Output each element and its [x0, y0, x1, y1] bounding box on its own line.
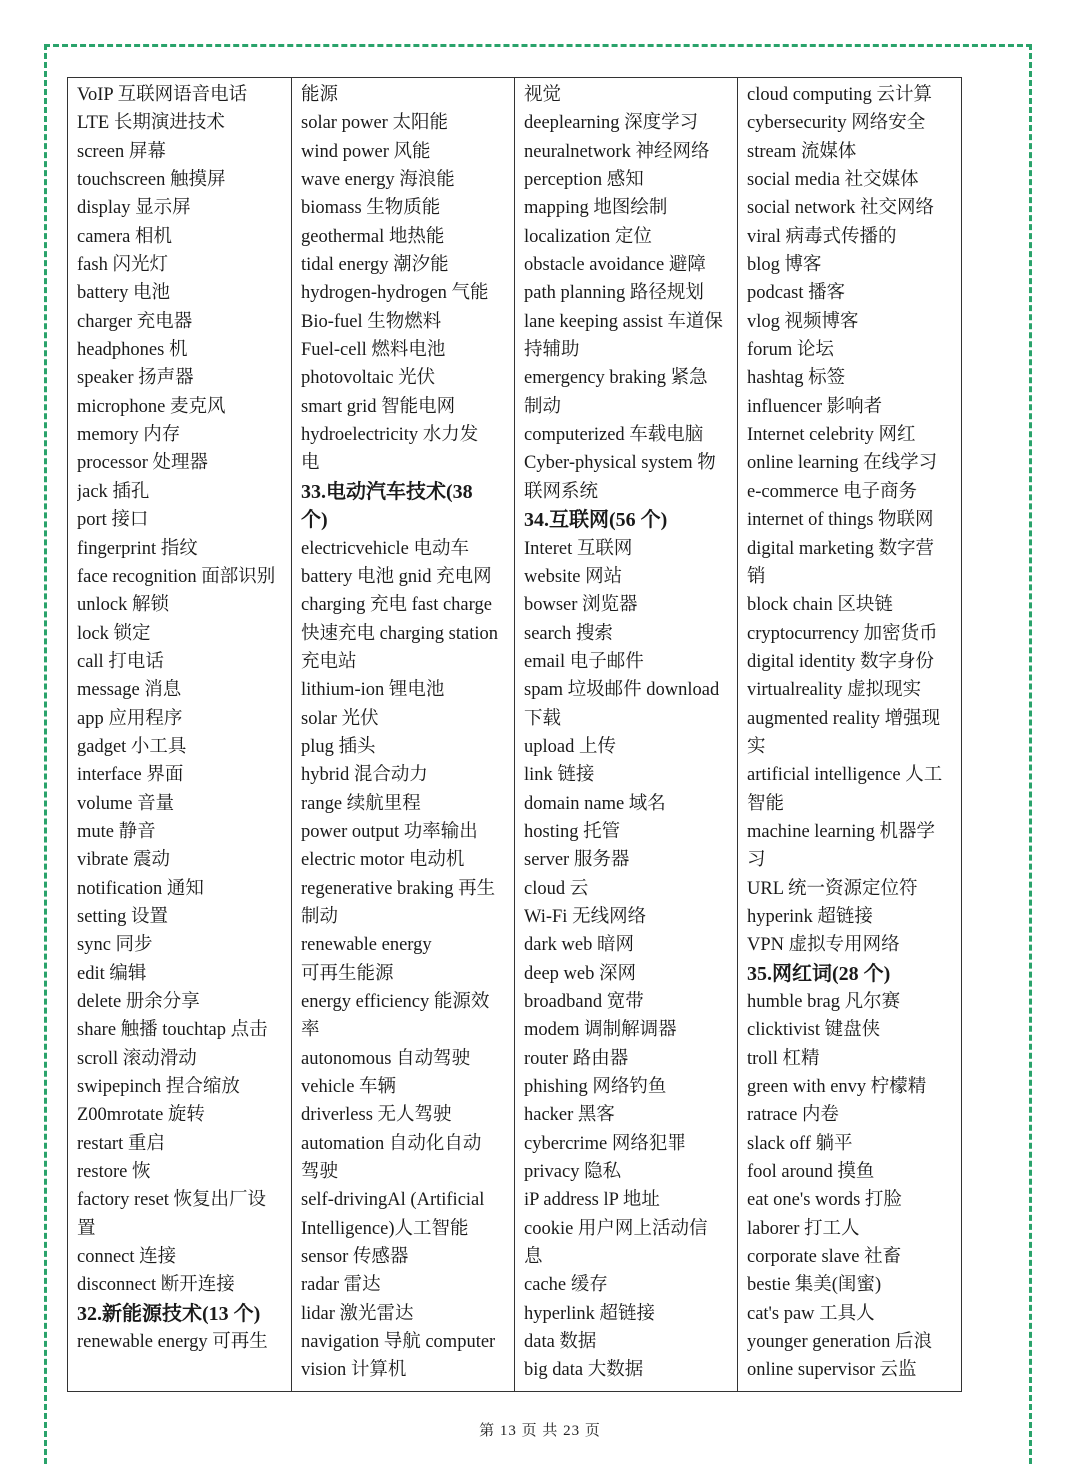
vocab-line: artificial intelligence 人工 [747, 765, 943, 786]
vocab-line: online learning 在线学习 [747, 453, 938, 474]
section-heading: 32.新能源技术(13 个) [77, 1302, 261, 1325]
vocab-line: bowser 浏览器 [524, 595, 638, 616]
vocab-line: restart 重启 [77, 1133, 165, 1154]
vocab-line: Fuel-cell 燃料电池 [301, 340, 446, 361]
vocab-line: younger generation 后浪 [747, 1332, 932, 1353]
vocab-line: self-drivingAl (Artificial [301, 1190, 485, 1211]
vocab-line: dark web 暗网 [524, 935, 634, 956]
vocab-line: cloud computing 云计算 [747, 85, 932, 105]
vocab-line: internet of things 物联网 [747, 510, 934, 531]
vocab-line: deeplearning 深度学习 [524, 113, 699, 134]
vocab-line: gadget 小工具 [77, 736, 187, 757]
vocab-line: vehicle 车辆 [301, 1077, 397, 1098]
vocab-line: energy efficiency 能源效 [301, 992, 490, 1012]
vocab-line: mapping 地图绘制 [524, 198, 668, 219]
vocab-line: hashtag 标签 [747, 368, 846, 389]
vocab-line: connect 连接 [77, 1247, 177, 1268]
vocab-line: eat one's words 打脸 [747, 1190, 902, 1211]
vocab-line: hosting 托管 [524, 821, 621, 842]
vocab-line: restore 恢 [77, 1162, 151, 1183]
vocab-line: processor 处理器 [77, 453, 209, 474]
vocab-line: 置 [77, 1218, 96, 1239]
table-column-1 [68, 78, 292, 1391]
vocab-line: iP address lP 地址 [524, 1190, 660, 1211]
vocab-line: data 数据 [524, 1332, 597, 1353]
vocab-line: spam 垃圾邮件 download [524, 680, 720, 701]
vocab-line: screen 屏幕 [77, 141, 166, 162]
vocab-line: navigation 导航 computer [301, 1332, 496, 1353]
vocab-line: volume 音量 [77, 793, 175, 814]
vocab-line: solar power 太阳能 [301, 113, 448, 134]
vocab-line: hybrid 混合动力 [301, 765, 428, 786]
vocab-line: clicktivist 键盘侠 [747, 1020, 881, 1041]
vocab-line: 销 [747, 566, 766, 587]
vocab-line: 智能 [747, 793, 785, 814]
vocab-line: lithium-ion 锂电池 [301, 680, 445, 701]
vocab-line: 制动 [301, 906, 339, 927]
vocab-line: 联网系统 [524, 481, 599, 502]
vocab-line: edit 编辑 [77, 963, 147, 984]
vocab-line: radar 雷达 [301, 1275, 381, 1296]
vocab-line: charger 充电器 [77, 311, 193, 332]
vocab-line: laborer 打工人 [747, 1218, 860, 1239]
vocab-line: 可再生能源 [301, 963, 394, 984]
vocab-line: share 触播 touchtap 点击 [77, 1020, 268, 1041]
vocab-line: router 路由器 [524, 1048, 629, 1069]
vocab-line: plug 插头 [301, 736, 376, 757]
vocab-line: range 续航里程 [301, 793, 421, 814]
vocab-line: Z00mrotate 旋转 [77, 1105, 205, 1126]
vocab-line: factory reset 恢复出厂设 [77, 1190, 267, 1211]
vocab-line: deep web 深网 [524, 963, 636, 984]
vocab-line: vlog 视频博客 [747, 311, 859, 332]
vocab-line: automation 自动化自动 [301, 1133, 482, 1154]
table-column-3 [515, 78, 738, 1391]
vocab-line: cybercrime 网络犯罪 [524, 1133, 686, 1154]
vocab-line: wave energy 海浪能 [301, 170, 455, 191]
vocab-line: VoIP 互联网语音电话 [77, 85, 248, 105]
vocab-line: Intelligence)人工智能 [301, 1218, 469, 1239]
vocab-line: Bio-fuel 生物燃料 [301, 311, 442, 332]
vocab-line: 视觉 [524, 85, 562, 105]
vocab-line: viral 病毒式传播的 [747, 226, 897, 247]
vocab-line: localization 定位 [524, 226, 652, 247]
vocab-line: disconnect 断开连接 [77, 1275, 235, 1296]
vocab-line: charging 充电 fast charge [301, 595, 492, 616]
vocab-line: renewable energy [301, 935, 432, 956]
vocab-line: cookie 用户网上活动信 [524, 1218, 708, 1239]
vocab-line: 持辅助 [524, 340, 580, 361]
vocab-line: cloud 云 [524, 878, 589, 899]
vocab-line: e-commerce 电子商务 [747, 481, 918, 502]
vocab-line: electricvehicle 电动车 [301, 538, 469, 559]
vocab-line: 习 [747, 850, 766, 871]
vocab-line: cache 缓存 [524, 1275, 608, 1296]
vocab-line: lidar 激光雷达 [301, 1303, 414, 1324]
vocab-line: digital marketing 数字营 [747, 538, 935, 559]
vocab-line: fash 闪光灯 [77, 255, 168, 276]
vocab-line: camera 相机 [77, 226, 173, 247]
vocab-line: URL 统一资源定位符 [747, 878, 918, 899]
vocab-line: 能源 [301, 85, 339, 105]
page-number-footer: 第 13 页 共 23 页 [479, 1423, 601, 1439]
vocab-line: hyperink 超链接 [747, 906, 873, 927]
vocab-line: augmented reality 增强现 [747, 708, 941, 729]
vocab-line: port 接口 [77, 510, 149, 531]
vocab-line: notification 通知 [77, 878, 204, 899]
vocab-line: online supervisor 云监 [747, 1360, 917, 1381]
vocab-line: 电 [301, 453, 320, 474]
vocab-line: ratrace 内卷 [747, 1105, 839, 1126]
vocab-line: path planning 路径规划 [524, 283, 704, 304]
vocab-line: neuralnetwork 神经网络 [524, 141, 710, 162]
vocab-line: memory 内存 [77, 425, 181, 446]
section-heading: 34.互联网(56 个) [524, 509, 668, 532]
vocab-line: sync 同步 [77, 935, 153, 956]
vocab-line: lane keeping assist 车道保 [524, 311, 723, 332]
vocab-line: cat's paw 工具人 [747, 1303, 875, 1324]
vocab-line: display 显示屏 [77, 198, 191, 219]
vocab-line: fool around 摸鱼 [747, 1162, 875, 1183]
vocab-line: website 网站 [524, 566, 623, 587]
vocab-line: interface 界面 [77, 765, 184, 786]
vocab-line: broadband 宽带 [524, 992, 644, 1012]
vocab-line: 充电站 [301, 651, 357, 672]
vocab-line: stream 流媒体 [747, 141, 857, 162]
vocab-line: battery 电池 gnid 充电网 [301, 566, 492, 587]
vocab-line: social media 社交媒体 [747, 170, 919, 191]
vocab-line: hydrogen-hydrogen 气能 [301, 283, 489, 304]
vocab-line: hacker 黑客 [524, 1105, 615, 1126]
vocab-line: photovoltaic 光伏 [301, 368, 436, 389]
vocab-line: sensor 传感器 [301, 1247, 409, 1268]
vocab-line: vibrate 震动 [77, 850, 170, 871]
vocab-line: hydroelectricity 水力发 [301, 425, 479, 446]
vocab-line: forum 论坛 [747, 340, 834, 361]
vocab-line: social network 社交网络 [747, 198, 935, 219]
vocab-line: message 消息 [77, 680, 182, 701]
vocab-line: search 搜索 [524, 623, 613, 644]
vocab-line: battery 电池 [77, 283, 170, 304]
vocab-line: 驾驶 [301, 1162, 339, 1183]
vocab-line: smart grid 智能电网 [301, 396, 456, 417]
vocab-line: 率 [301, 1020, 320, 1041]
vocab-line: email 电子邮件 [524, 651, 644, 672]
vocab-line: VPN 虚拟专用网络 [747, 935, 900, 956]
vocab-line: power output 功率输出 [301, 821, 478, 842]
vocab-line: solar 光伏 [301, 708, 379, 729]
vocab-line: biomass 生物质能 [301, 198, 441, 219]
vocab-line: upload 上传 [524, 736, 616, 757]
vocab-line: app 应用程序 [77, 708, 183, 729]
section-heading: 33.电动汽车技术(38 [301, 480, 473, 503]
vocab-line: blog 博客 [747, 255, 822, 276]
vocab-line: renewable energy 可再生 [77, 1332, 268, 1353]
vocab-line: cybersecurity 网络安全 [747, 113, 926, 134]
vocab-line: driverless 无人驾驶 [301, 1105, 452, 1126]
vocab-line: server 服务器 [524, 850, 630, 871]
vocab-line: 实 [747, 736, 766, 757]
vocab-line: 制动 [524, 396, 562, 417]
vocab-line: tidal energy 潮汐能 [301, 255, 449, 276]
vocab-line: swipepinch 捏合缩放 [77, 1077, 240, 1098]
vocab-line: setting 设置 [77, 906, 168, 927]
vocab-line: regenerative braking 再生 [301, 878, 496, 899]
vocab-line: emergency braking 紧急 [524, 368, 708, 389]
vocab-line: headphones 机 [77, 340, 188, 361]
vocab-line: unlock 解锁 [77, 595, 169, 616]
vocab-line: face recognition 面部识别 [77, 566, 276, 587]
vocab-line: Cyber-physical system 物 [524, 453, 716, 474]
vocab-line: hyperlink 超链接 [524, 1303, 656, 1324]
vocab-line: 个) [301, 509, 328, 532]
vocab-line: modem 调制解调器 [524, 1020, 677, 1041]
vocab-line: Internet celebrity 网红 [747, 425, 916, 446]
vocab-line: green with envy 柠檬精 [747, 1077, 927, 1098]
vocab-line: LTE 长期演进技术 [77, 113, 225, 134]
vocab-line: perception 感知 [524, 170, 644, 191]
vocab-line: phishing 网络钓鱼 [524, 1077, 667, 1098]
vocab-line: troll 杠精 [747, 1048, 820, 1069]
vocab-line: Wi-Fi 无线网络 [524, 906, 647, 927]
vocab-line: delete 册余分享 [77, 992, 200, 1012]
vocab-line: 快速充电 charging station [301, 623, 498, 644]
section-heading: 35.网红词(28 个) [747, 962, 891, 985]
vocab-line: machine learning 机器学 [747, 821, 936, 842]
vocab-line: big data 大数据 [524, 1360, 644, 1381]
vocab-line: computerized 车载电脑 [524, 425, 704, 446]
vocabulary-table [67, 77, 962, 1392]
vocab-line: lock 锁定 [77, 623, 151, 644]
vocab-line: electric motor 电动机 [301, 850, 465, 871]
vocab-line: influencer 影响者 [747, 396, 883, 417]
vocab-line: 下载 [524, 708, 562, 729]
vocab-line: fingerprint 指纹 [77, 538, 198, 559]
vocab-line: geothermal 地热能 [301, 226, 445, 247]
vocab-line: block chain 区块链 [747, 595, 893, 616]
vocab-line: digital identity 数字身份 [747, 651, 935, 672]
vocab-line: vision 计算机 [301, 1360, 407, 1381]
vocab-line: call 打电话 [77, 651, 164, 672]
table-column-4 [738, 78, 960, 1391]
vocab-line: touchscreen 触摸屏 [77, 170, 226, 191]
vocab-line: obstacle avoidance 避障 [524, 255, 706, 276]
vocab-line: virtualreality 虚拟现实 [747, 680, 922, 701]
vocab-line: privacy 隐私 [524, 1162, 622, 1183]
vocab-line: speaker 扬声器 [77, 368, 194, 389]
vocab-line: mute 静音 [77, 821, 156, 842]
vocab-line: Interet 互联网 [524, 538, 633, 559]
vocab-line: bestie 集美(闺蜜) [747, 1275, 882, 1296]
vocab-line: wind power 风能 [301, 141, 431, 162]
vocab-line: podcast 播客 [747, 283, 846, 304]
vocab-line: link 链接 [524, 765, 595, 786]
vocab-line: corporate slave 社畜 [747, 1247, 902, 1268]
vocab-line: jack 插孔 [77, 481, 150, 502]
vocab-line: 息 [524, 1247, 543, 1268]
table-column-2 [292, 78, 515, 1391]
vocab-line: domain name 域名 [524, 793, 666, 814]
vocab-line: microphone 麦克风 [77, 396, 226, 417]
vocab-line: slack off 躺平 [747, 1133, 853, 1154]
vocab-line: autonomous 自动驾驶 [301, 1048, 471, 1069]
vocab-line: scroll 滚动滑动 [77, 1048, 197, 1069]
vocab-line: humble brag 凡尔赛 [747, 992, 901, 1012]
vocab-line: cryptocurrency 加密货币 [747, 623, 938, 644]
